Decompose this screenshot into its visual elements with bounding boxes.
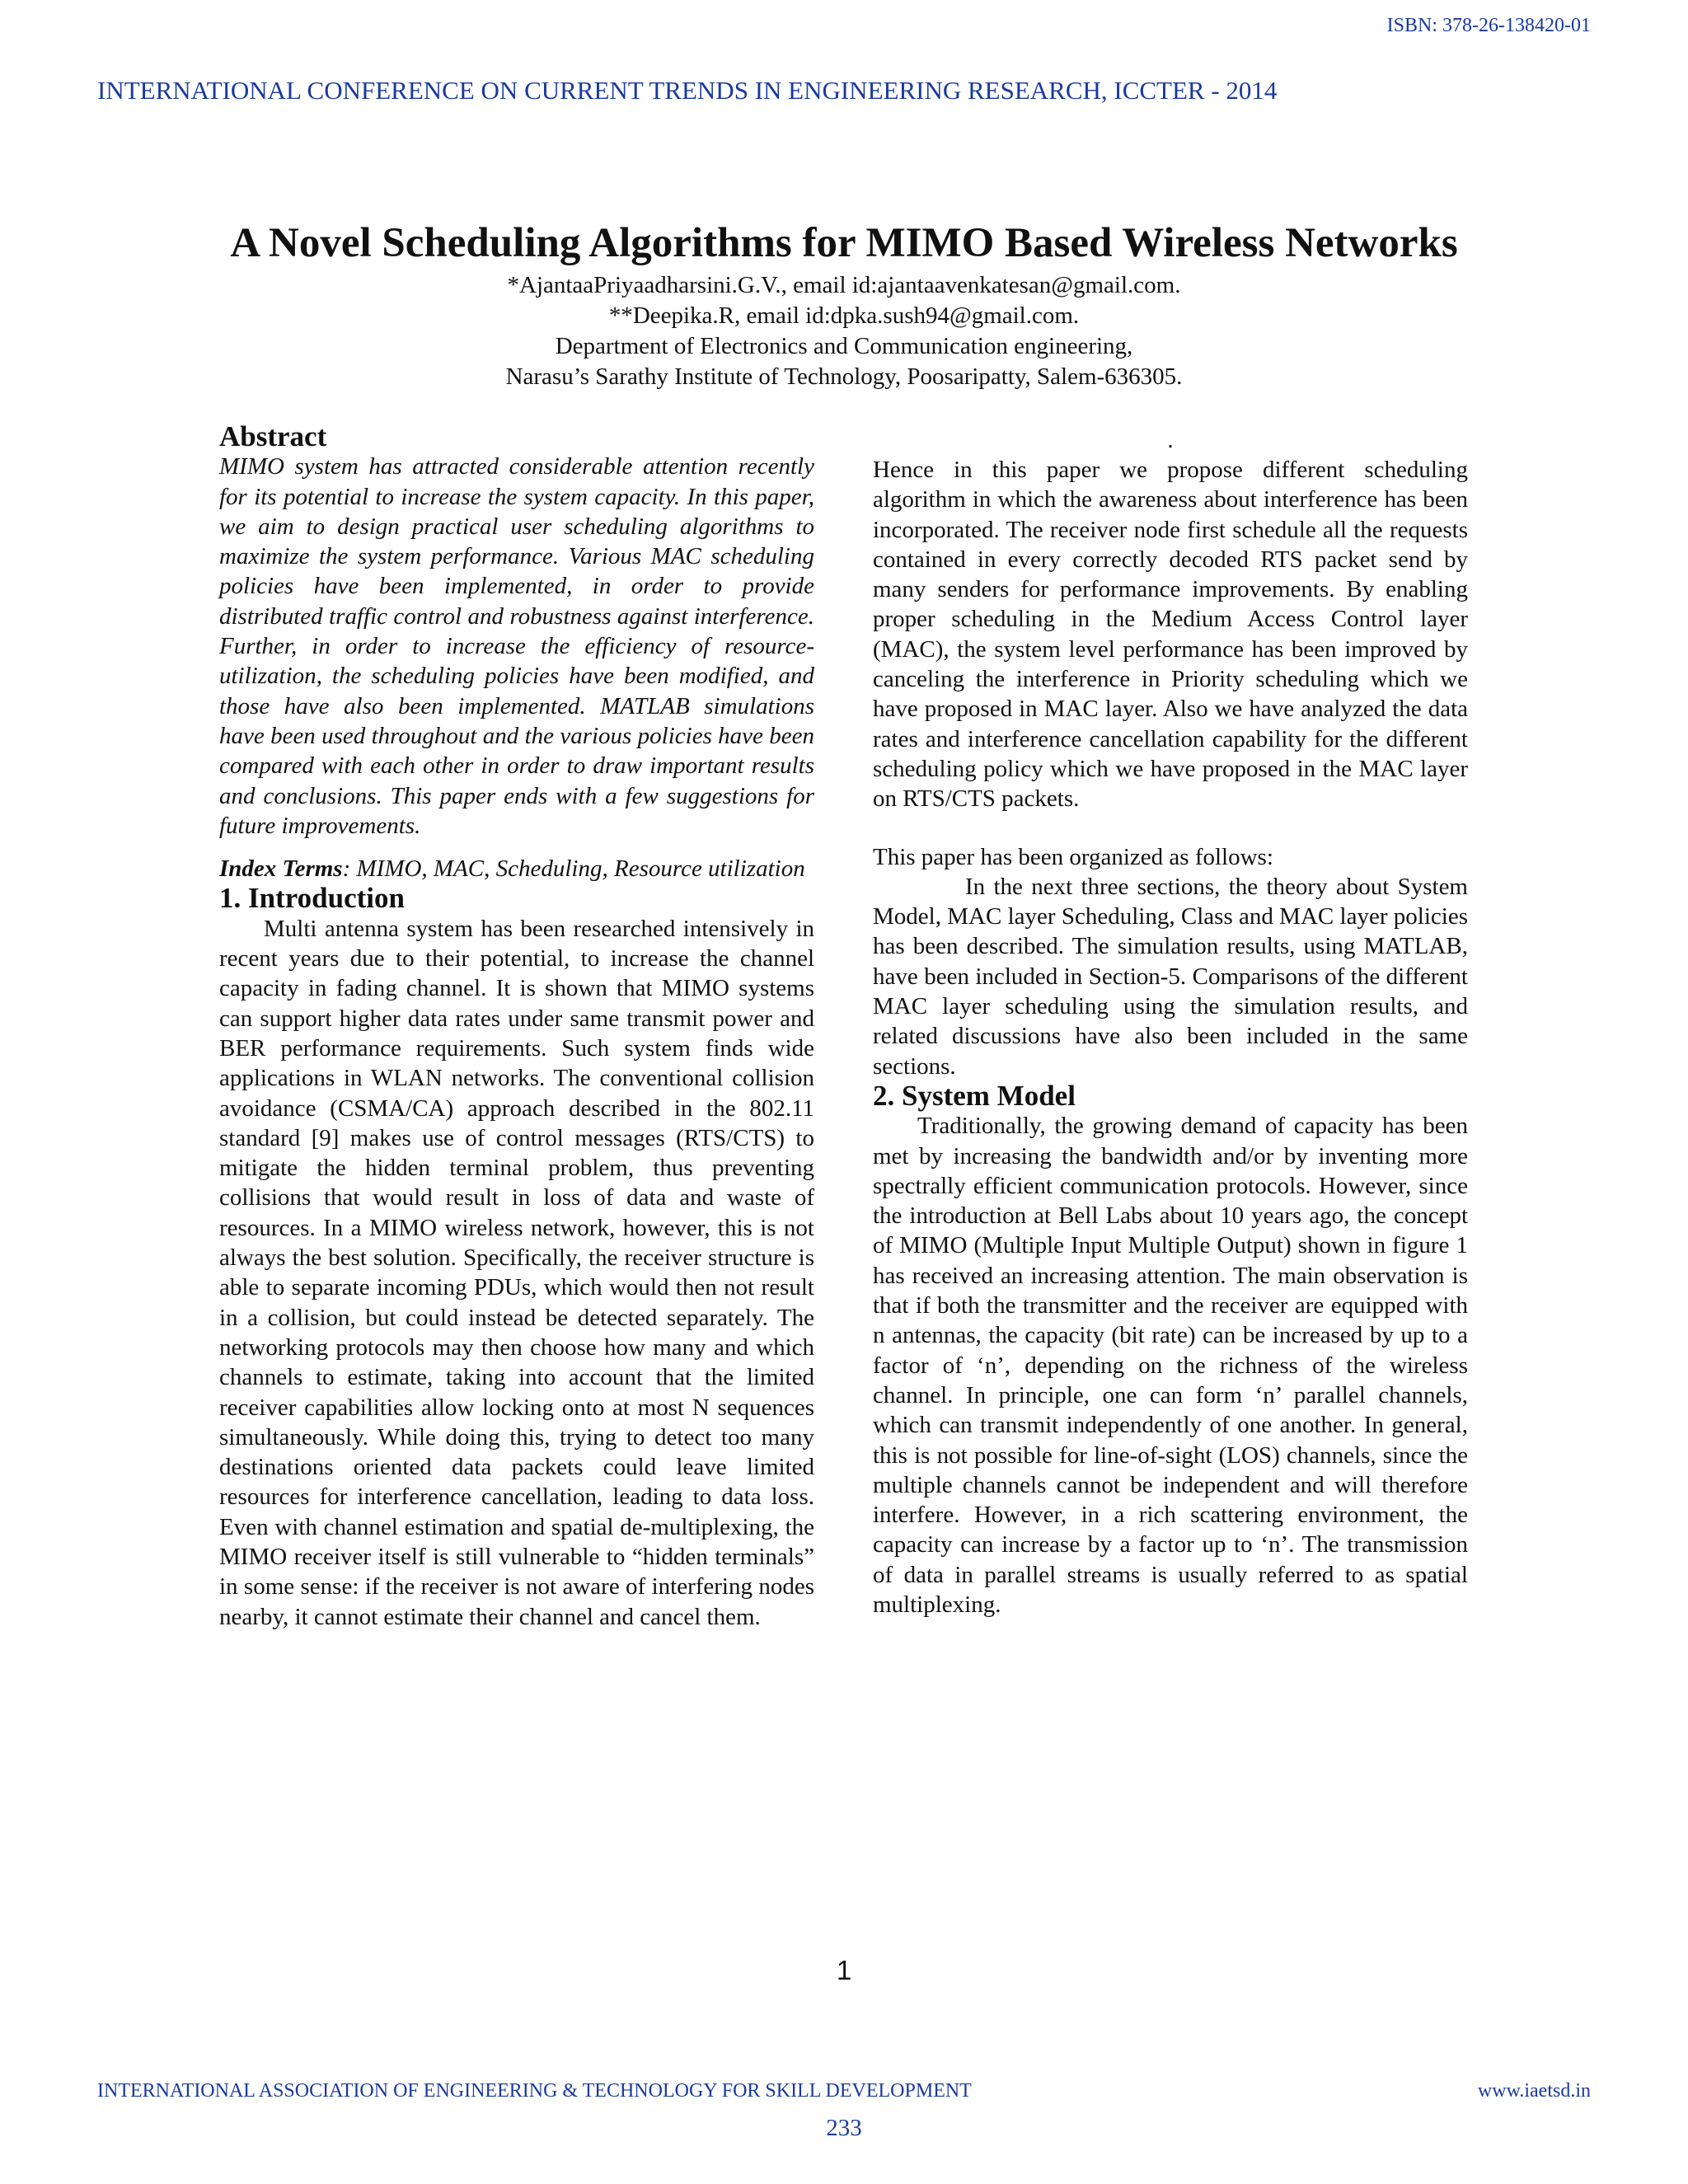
isbn-label: ISBN: 378-26-138420-01	[1386, 15, 1591, 36]
footer-association: INTERNATIONAL ASSOCIATION OF ENGINEERING & TECHNOLOGY FOR SKILL DEVELOPMENT	[97, 2080, 972, 2102]
conference-header: INTERNATIONAL CONFERENCE ON CURRENT TRENDS IN ENGINEERING RESEARCH, ICCTER - 2014	[97, 76, 1278, 105]
system-model-heading: 2. System Model	[873, 1079, 1076, 1112]
proposal-paragraph: Hence in this paper we propose different scheduling algorithm in which the awareness about interference has been incorporated. The receiver node first schedule all the requests contained in every correctly decoded RTS packet send by many senders for performance improvements. By enabling proper scheduling in the Medium Access Control layer (MAC), the system level performance has been improved by canceling the interference in Priority scheduling which we have proposed in MAC layer. Also we have analyzed the data rates and interference cancellation capability for the different scheduling policy which we have proposed in the MAC layer on RTS/CTS packets.	[873, 457, 1468, 813]
right-column	[873, 425, 1468, 1619]
abstract-heading: Abstract	[219, 420, 327, 452]
footer-website-link[interactable]: www.iaetsd.in	[1477, 2080, 1591, 2102]
author-institute: Narasu’s Sarathy Institute of Technology, Poosaripatty, Salem-636305.	[505, 363, 1183, 390]
paper-title: A Novel Scheduling Algorithms for MIMO Based Wireless Networks	[230, 220, 1458, 266]
page-number: 1	[836, 1955, 852, 1985]
author-block	[0, 270, 1688, 392]
organization-paragraph: In the next three sections, the theory about System Model, MAC layer Scheduling, Class and MAC layer policies has been described. The simulation results, using MATLAB, have been included in Section-5. Comparisons of the different MAC layer scheduling using the simulation results, and related discussions have also been included in the same sections.	[873, 873, 1468, 1080]
organization-intro: This paper has been organized as follows:	[873, 843, 1273, 870]
stray-dot: .	[1167, 427, 1174, 453]
author-line-1: *AjantaaPriyaadharsini.G.V., email id:ajantaavenkatesan@gmail.com.	[507, 272, 1181, 298]
introduction-text: Multi antenna system has been researched intensively in recent years due to their potential, to increase the channel capacity in fading channel. It is shown that MIMO systems can support higher data rates under same transmit power and BER performance requirements. Such system finds wide applications in WLAN networks. The conventional collision avoidance (CSMA/CA) approach described in the 802.11 standard [9] makes use of control messages (RTS/CTS) to mitigate the hidden terminal problem, thus preventing collisions that would result in loss of data and waste of resources. In a MIMO wireless network, however, this is not always the best solution. Specifically, the receiver structure is able to separate incoming PDUs, which would then not result in a collision, but could instead be detected separately. The networking protocols may then choose how many and which channels to estimate, taking into account that the limited receiver capabilities allow locking onto at most N sequences simultaneously. While doing this, trying to detect too many destinations oriented data packets could leave limited resources for interference cancellation, leading to data loss. Even with channel estimation and spatial de-multiplexing, the MIMO receiver itself is still vulnerable to “hidden terminals” in some sense: if the receiver is not aware of interfering nodes nearby, it cannot estimate their channel and cancel them.	[219, 915, 814, 1630]
abstract-text: MIMO system has attracted considerable attention recently for its potential to increase the system capacity. In this paper, we aim to design practical user scheduling algorithms to maximize the system performance. Various MAC scheduling policies have been implemented, in order to provide distributed traffic control and robustness against interference. Further, in order to increase the efficiency of resource-utilization, the scheduling policies have been modified, and those have also been implemented. MATLAB simulations have been used throughout and the various policies have been compared with each other in order to draw important results and conclusions. This paper ends with a few suggestions for future improvements.	[219, 453, 814, 839]
author-line-2: **Deepika.R, email id:dpka.sush94@gmail.com.	[608, 302, 1080, 329]
index-terms-text: : MIMO, MAC, Scheduling, Resource utilization	[342, 855, 805, 883]
footer-page-number: 233	[826, 2115, 862, 2141]
index-terms-label: Index Terms	[219, 855, 343, 883]
author-department: Department of Electronics and Communication engineering,	[555, 333, 1133, 359]
introduction-heading: 1. Introduction	[219, 882, 405, 915]
left-column	[219, 422, 814, 1632]
index-terms	[219, 854, 814, 883]
system-model-text: Traditionally, the growing demand of capacity has been met by increasing the bandwidth and/or by inventing more spectrally efficient communication protocols. However, since the introduction at Bell Labs about 10 years ago, the concept of MIMO (Multiple Input Multiple Output) shown in figure 1 has received an increasing attention. The main observation is that if both the transmitter and the receiver are equipped with n antennas, the capacity (bit rate) can be increased by up to a factor of ‘n’, depending on the richness of the wireless channel. In principle, one can form ‘n’ parallel channels, which can transmit independently of one another. In general, this is not possible for line-of-sight (LOS) channels, since the multiple channels cannot be independent and will therefore interfere. However, in a rich scattering environment, the capacity can increase by a factor up to ‘n’. The transmission of data in parallel streams is usually referred to as spatial multiplexing.	[873, 1113, 1468, 1618]
